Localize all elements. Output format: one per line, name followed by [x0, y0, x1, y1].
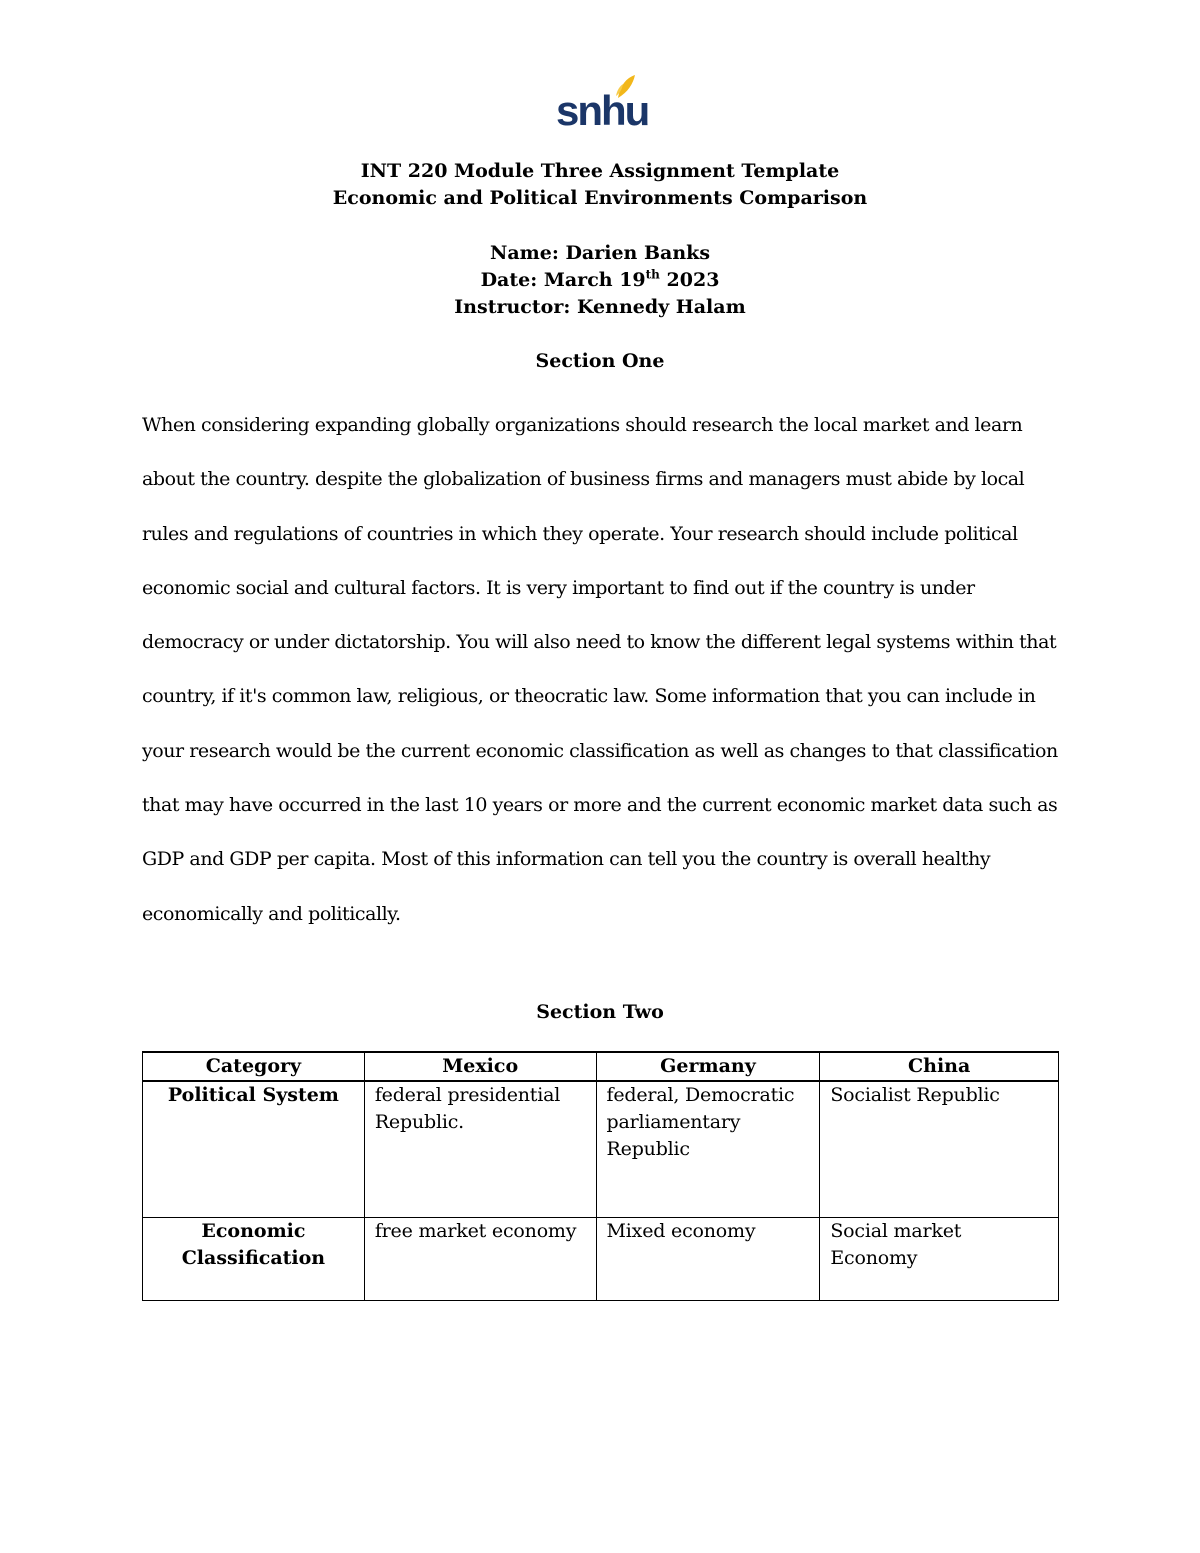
table-row: [143, 1081, 1059, 1218]
cell-germany-political: federal, Democratic parliamentary Republic: [596, 1081, 820, 1218]
column-header-category: Category: [143, 1052, 365, 1081]
snhu-logo: [556, 74, 649, 134]
author-name: Name: Darien Banks: [489, 242, 711, 264]
document-subtitle: Economic and Political Environments Comparison: [332, 187, 868, 209]
date-superscript: th: [645, 267, 660, 282]
logo-wordmark: snhu: [556, 87, 649, 134]
table-row: [143, 1218, 1059, 1301]
cell-mexico-political: federal presidential Republic.: [364, 1081, 596, 1218]
document-date: [0, 267, 1200, 294]
document-title: INT 220 Module Three Assignment Template: [360, 160, 840, 182]
row-header-political-system: Political System: [143, 1081, 365, 1218]
cell-china-economic: Social market Economy: [820, 1218, 1059, 1301]
column-header-germany: Germany: [596, 1052, 820, 1081]
cell-germany-economic: Mixed economy: [596, 1218, 820, 1301]
table-header-row: [143, 1052, 1059, 1081]
date-year: 2023: [659, 269, 720, 291]
section-one-heading: Section One: [535, 350, 665, 372]
section-one-body: When considering expanding globally organizations should research the local market and learn about the country. despite the globalization of business firms and managers must abide by local rules and regulations of countries in which they operate. Your research should include political economic social and cultural factors. It is very important to find out if the country is under democracy or under dictatorship. You will also need to know the different legal systems within that country, if it's common law, religious, or theocratic law. Some information that you can include in your research would be the current economic classification as well as changes to that classification that may have occurred in the last 10 years or more and the current economic market data such as GDP and GDP per capita. Most of this information can tell you the country is overall healthy economically and politically.: [142, 414, 1058, 925]
author-block: [0, 240, 1200, 321]
column-header-china: China: [820, 1052, 1059, 1081]
row-header-economic-classification: Economic Classification: [143, 1218, 365, 1301]
section-two-heading: Section Two: [536, 1001, 664, 1023]
date-prefix: Date: March 19: [480, 269, 646, 291]
cell-china-political: Socialist Republic: [820, 1081, 1059, 1218]
comparison-table: [142, 1051, 1059, 1301]
cell-mexico-economic: free market economy: [364, 1218, 596, 1301]
instructor-name: Instructor: Kennedy Halam: [454, 296, 746, 318]
document-header: [0, 158, 1200, 212]
column-header-mexico: Mexico: [364, 1052, 596, 1081]
